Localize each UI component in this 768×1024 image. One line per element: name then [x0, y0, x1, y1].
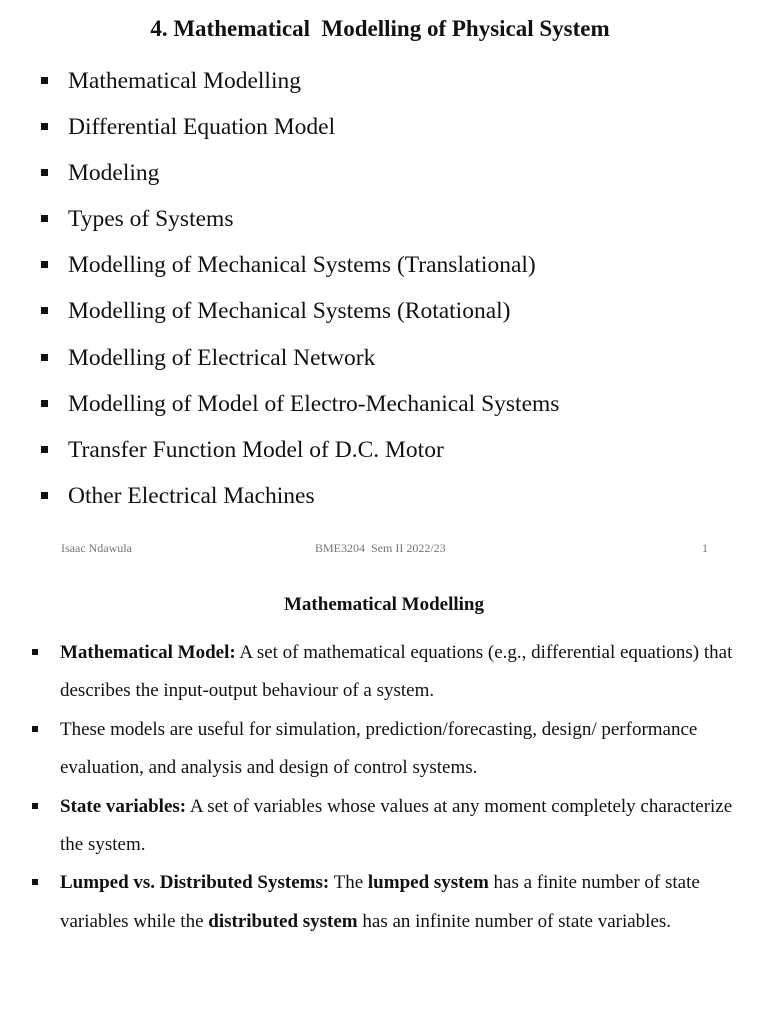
term-label: Lumped vs. Distributed Systems: — [60, 872, 330, 894]
square-bullet-icon — [32, 649, 38, 655]
square-bullet-icon — [41, 77, 48, 84]
list-item-text — [60, 864, 745, 941]
term-label: Mathematical Model: — [60, 642, 236, 663]
list-item-label: Other Electrical Machines — [68, 482, 315, 509]
definition-text: The — [329, 872, 368, 894]
square-bullet-icon — [41, 123, 48, 130]
list-item-text — [60, 634, 745, 711]
definition-text: has a finite number of state variables while the — [60, 872, 700, 932]
square-bullet-icon — [32, 879, 38, 885]
definition-text: These models are useful for simulation, prediction/forecasting, design/ performance evaluation, and analysis and design of control systems. — [60, 718, 698, 779]
square-bullet-icon — [41, 215, 48, 222]
square-bullet-icon — [41, 400, 48, 407]
definition-text: A set of variables whose values at any moment completely characterize the system. — [60, 795, 733, 856]
square-bullet-icon — [41, 169, 48, 176]
square-bullet-icon — [32, 803, 38, 809]
list-item-label: Modeling — [68, 160, 160, 187]
square-bullet-icon — [41, 354, 48, 361]
definition-text: A set of mathematical equations (e.g., differential equations) that describes the input-output behaviour of a system. — [60, 642, 733, 702]
list-item-label: Differential Equation Model — [68, 114, 336, 141]
slide-title: 4. Mathematical Modelling of Physical System — [150, 16, 610, 41]
list-item-label: Types of Systems — [68, 206, 234, 233]
footer-author: Isaac Ndawula — [61, 541, 132, 555]
list-item-label: Modelling of Mechanical Systems (Translational) — [68, 252, 536, 279]
list-item — [0, 634, 745, 711]
list-item — [0, 864, 745, 941]
definition-text: has an infinite number of state variables. — [357, 910, 672, 932]
list-item-label: Transfer Function Model of D.C. Motor — [68, 436, 444, 463]
footer-page-number: 1 — [702, 541, 708, 555]
footer-course: BME3204 Sem II 2022/23 — [315, 541, 446, 555]
square-bullet-icon — [41, 492, 48, 499]
list-item-text — [60, 711, 745, 788]
list-item — [0, 711, 745, 788]
list-item-label: Modelling of Electrical Network — [68, 344, 376, 371]
list-item-label: Mathematical Modelling — [68, 68, 301, 94]
emphasis-text: distributed system — [208, 910, 358, 932]
square-bullet-icon — [41, 446, 48, 453]
definition-list — [0, 634, 745, 941]
slide-2 — [0, 575, 768, 1024]
slide-title: Mathematical Modelling — [284, 594, 484, 615]
list-item-text — [60, 788, 745, 865]
square-bullet-icon — [41, 307, 48, 314]
list-item-label: Modelling of Model of Electro-Mechanical Systems — [68, 390, 560, 417]
square-bullet-icon — [32, 726, 38, 732]
term-label: State variables: — [60, 795, 187, 817]
list-item-label: Modelling of Mechanical Systems (Rotational) — [68, 298, 511, 325]
list-item — [0, 788, 745, 865]
emphasis-text: lumped system — [367, 872, 489, 894]
square-bullet-icon — [41, 261, 48, 268]
